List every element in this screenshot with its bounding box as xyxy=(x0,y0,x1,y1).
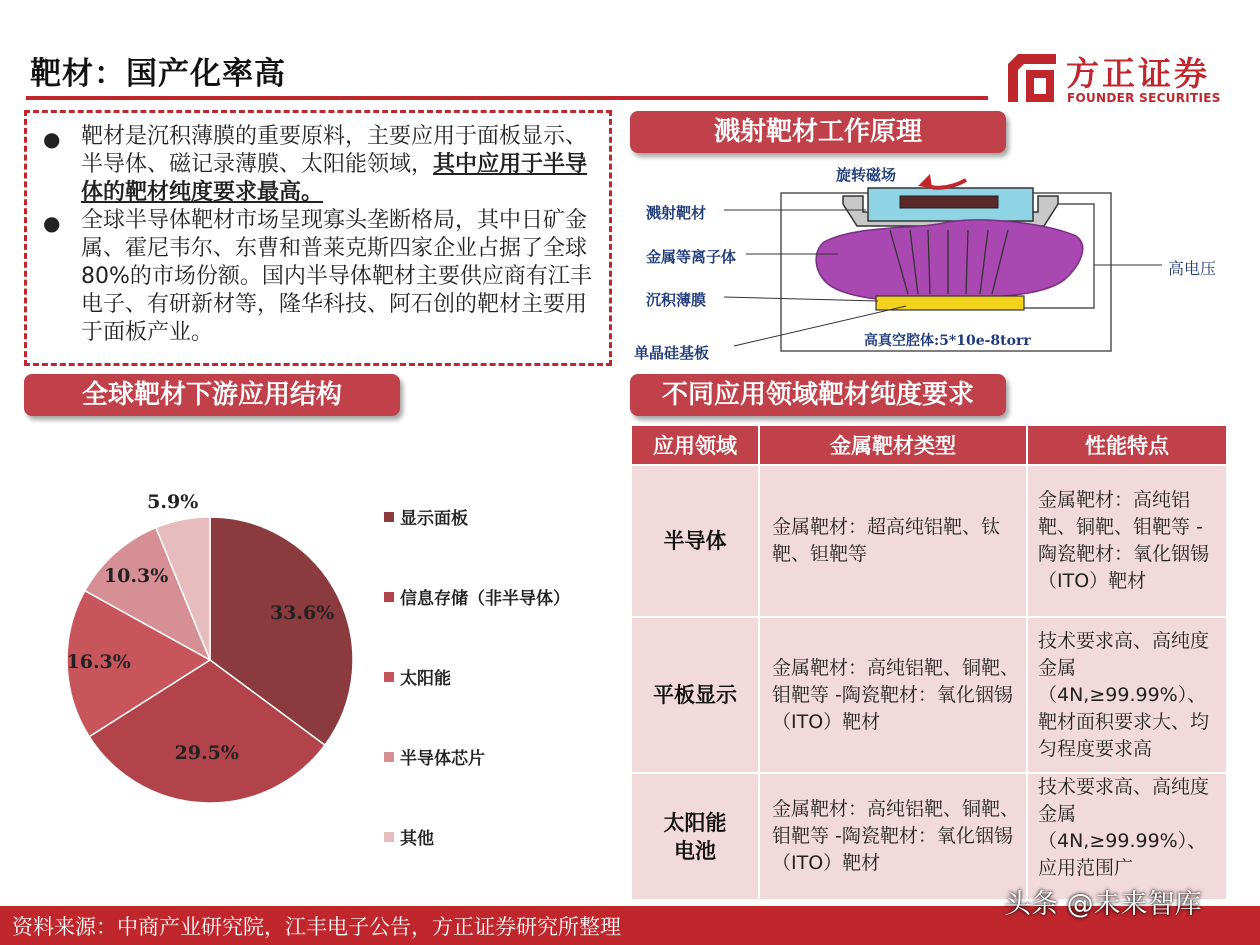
legend-item xyxy=(384,824,434,849)
pie-slice-label: 29.5% xyxy=(174,742,239,765)
summary-box xyxy=(24,110,612,366)
legend-label: 其他 xyxy=(400,829,434,849)
legend-item xyxy=(384,664,451,689)
founder-logo-icon xyxy=(1004,50,1060,106)
target-label: 溅射靶材 xyxy=(646,204,707,222)
header-field: 应用领域 xyxy=(631,425,759,465)
summary-bullet xyxy=(41,207,597,347)
row-field xyxy=(631,773,759,900)
pie-chart xyxy=(30,490,590,849)
summary-bullet xyxy=(41,123,597,207)
source-note: 资料来源：中商产业研究院，江丰电子公告，方正证券研究所整理 xyxy=(12,915,621,939)
header-feature: 性能特点 xyxy=(1027,425,1227,465)
legend-label: 信息存储（非半导体） xyxy=(400,589,570,609)
purity-section-banner: 不同应用领域靶材纯度要求 xyxy=(630,374,1006,416)
bullet-text: 靶材是沉积薄膜的重要原料，主要应用于面板显示、半导体、磁记录薄膜、太阳能领域， xyxy=(81,124,588,177)
pie-slice-label: 33.6% xyxy=(269,601,335,624)
legend-item xyxy=(384,504,468,529)
founder-logo xyxy=(1004,42,1234,108)
table-row xyxy=(631,465,1227,617)
logo-chinese-name: 方正证券 xyxy=(1066,54,1210,93)
legend-swatch xyxy=(384,512,394,522)
bullet-dot-icon: ● xyxy=(43,211,61,235)
bullet-dot-icon: ● xyxy=(43,127,61,151)
voltage-label: 高电压 xyxy=(1168,259,1217,278)
row-type: 金属靶材：高纯铝靶、铜靶、钼靶等 -陶瓷靶材：氧化铟锡（ITO）靶材 xyxy=(759,617,1027,773)
row-type: 金属靶材：高纯铝靶、铜靶、钼靶等 -陶瓷靶材：氧化铟锡（ITO）靶材 xyxy=(759,773,1027,900)
watermark: 头条 @未来智库 xyxy=(1004,889,1202,920)
row-type: 金属靶材：超高纯铝靶、钛靶、钽靶等 xyxy=(759,465,1027,617)
sputter-section-banner: 溅射靶材工作原理 xyxy=(630,111,1006,153)
pie-slice-label: 10.3% xyxy=(103,564,169,587)
row-feature: 技术要求高、高纯度金属（4N,≥99.99%）、应用范围广 xyxy=(1027,773,1227,900)
legend-label: 显示面板 xyxy=(400,509,468,529)
pie-slice-label: 16.3% xyxy=(66,651,131,674)
legend-swatch xyxy=(384,832,394,842)
magnet-label: 旋转磁场 xyxy=(836,166,897,184)
row-field: 半导体 xyxy=(631,465,759,617)
row-field-text: 太阳能电池 xyxy=(663,810,727,863)
page-title: 靶材：国产化率高 xyxy=(30,56,286,92)
vacuum-label: 高真空腔体:5*10e-8torr xyxy=(864,333,1031,349)
sputter-diagram xyxy=(628,158,1238,368)
plasma-cloud xyxy=(816,220,1083,301)
bullet-emphasis: 其中应用于半导体的靶材纯度要求最高。 xyxy=(81,152,588,205)
row-field: 平板显示 xyxy=(631,617,759,773)
target-plate xyxy=(900,196,998,208)
legend-swatch xyxy=(384,752,394,762)
legend-item xyxy=(384,584,570,609)
substrate-label: 单晶硅基板 xyxy=(634,344,710,362)
pie-section-banner: 全球靶材下游应用结构 xyxy=(24,374,400,416)
header-type: 金属靶材类型 xyxy=(759,425,1027,465)
legend-swatch xyxy=(384,672,394,682)
logo-english-name: FOUNDER SECURITIES xyxy=(1067,91,1221,105)
title-divider xyxy=(26,96,988,100)
legend-swatch xyxy=(384,592,394,602)
table-row xyxy=(631,617,1227,773)
bullet-text: 全球半导体靶材市场呈现寡头垄断格局，其中日矿金属、霍尼韦尔、东曹和普莱克斯四家企业占据了全球80%的市场份额。国内半导体靶材主要供应商有江丰电子、有研新材等，隆华科技、阿石创的靶材主要用于面板产业。 xyxy=(81,208,592,345)
purity-table xyxy=(630,424,1228,901)
table-row xyxy=(631,773,1227,900)
legend-item xyxy=(384,744,485,769)
legend-label: 太阳能 xyxy=(400,669,451,689)
film-label: 沉积薄膜 xyxy=(646,291,707,309)
table-header-row xyxy=(631,425,1227,465)
pie-slice-label: 5.9% xyxy=(147,490,199,513)
row-feature: 技术要求高、高纯度金属（4N,≥99.99%）、靶材面积要求大、均匀程度要求高 xyxy=(1027,617,1227,773)
row-feature: 金属靶材：高纯铝靶、铜靶、钼靶等 -陶瓷靶材：氧化铟锡（ITO）靶材 xyxy=(1027,465,1227,617)
plasma-label: 金属等离子体 xyxy=(646,248,737,266)
legend-label: 半导体芯片 xyxy=(400,749,485,769)
